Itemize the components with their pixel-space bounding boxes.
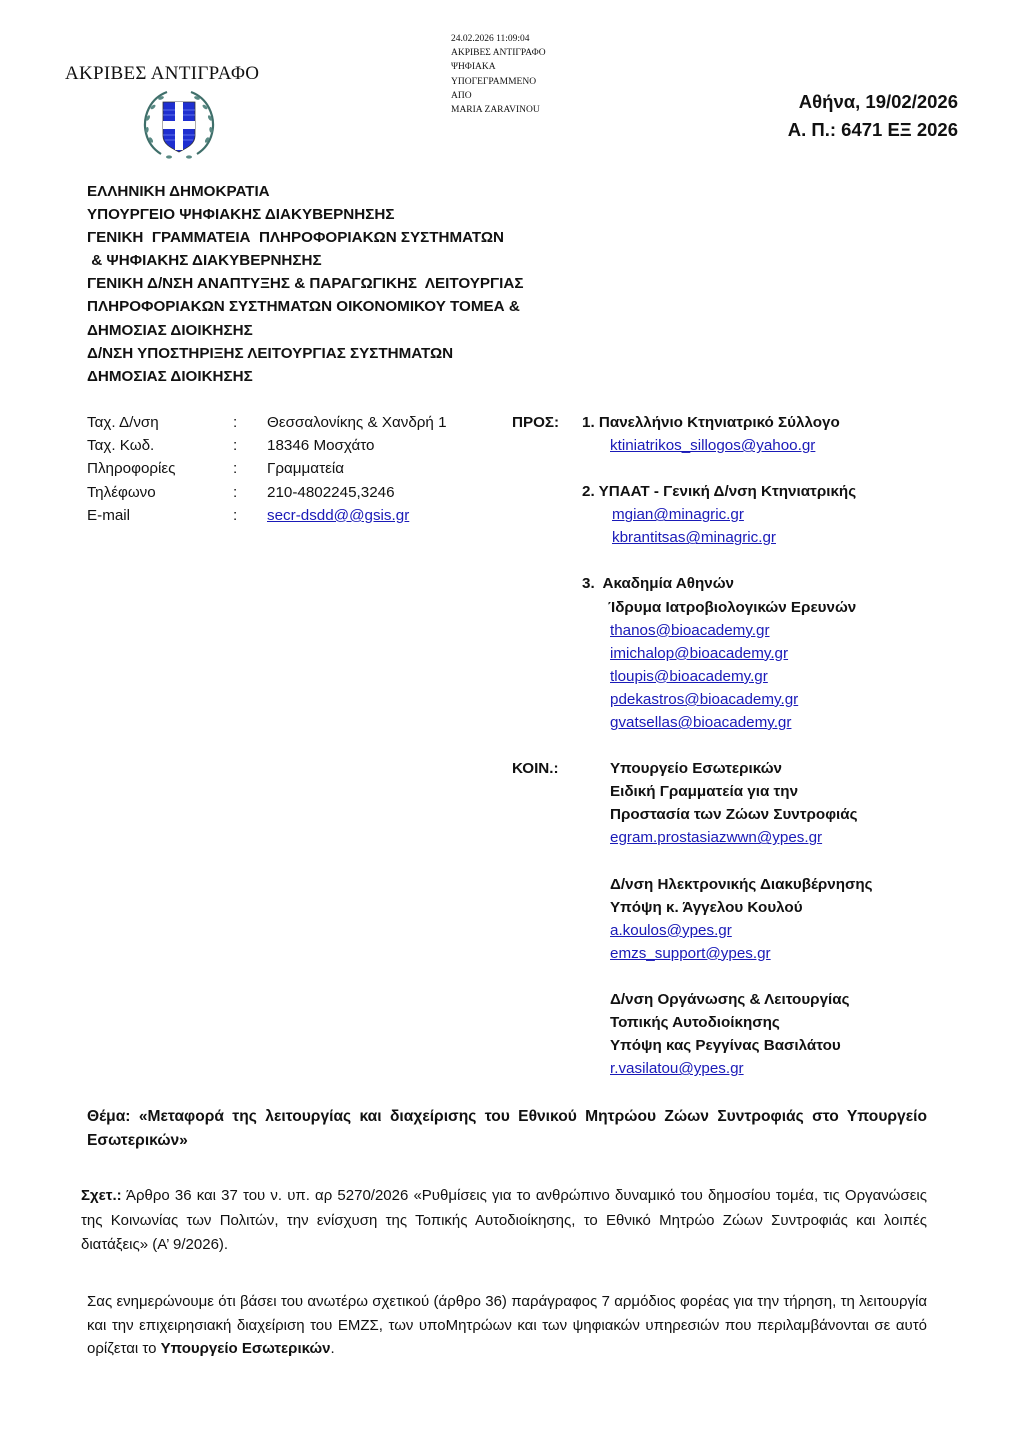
signature-line: ΑΚΡΙΒΕΣ ΑΝΤΙΓΡΑΦΟ <box>451 48 546 59</box>
copies-section <box>512 757 952 1080</box>
copy-email-link[interactable]: a.koulos@ypes.gr <box>610 921 732 939</box>
recipient-email-link[interactable]: tloupis@bioacademy.gr <box>610 667 768 685</box>
reference <box>81 1184 927 1258</box>
copy-recipient <box>610 757 952 849</box>
recipient-item <box>582 572 952 734</box>
copy-recipient-line: Δ/νση Ηλεκτρονικής Διακυβέρνησης <box>610 875 873 893</box>
recipient-email-link[interactable]: mgian@minagric.gr <box>612 506 744 524</box>
copy-recipient-line: Υπόψη κ. Άγγελου Κουλού <box>610 898 803 916</box>
recipient-email-link[interactable]: gvatsellas@bioacademy.gr <box>610 714 792 732</box>
protocol-number: Α. Π.: 6471 ΕΞ 2026 <box>787 119 958 140</box>
contact-label: Πληροφορίες <box>87 460 176 478</box>
recipients-section <box>512 411 952 734</box>
recipient-title: 2. ΥΠΑΑΤ - Γενική Δ/νση Κτηνιατρικής <box>582 483 857 501</box>
contact-separator: : <box>233 437 238 455</box>
recipient-emails <box>582 503 952 549</box>
copy-recipient-line: Ειδική Γραμματεία για την <box>610 783 799 801</box>
contact-value: 210-4802245,3246 <box>267 483 395 501</box>
copy-email-link[interactable]: emzs_support@ypes.gr <box>610 944 771 962</box>
contact-separator: : <box>233 460 238 478</box>
certified-copy-title: ΑΚΡΙΒΕΣ ΑΝΤΙΓΡΑΦΟ <box>65 63 260 84</box>
org-line: ΓΕΝΙΚΗ ΓΡΑΜΜΑΤΕΙΑ ΠΛΗΡΟΦΟΡΙΑΚΩΝ ΣΥΣΤΗΜΑΤΩΝ <box>87 229 505 247</box>
signature-line: ΥΠΟΓΕΓΡΑΜΜΕΝΟ <box>451 76 537 87</box>
body-end-punctuation: . <box>330 1340 335 1357</box>
org-line: ΔΗΜΟΣΙΑΣ ΔΙΟΙΚΗΣΗΣ <box>87 321 253 339</box>
contact-row-info <box>87 457 507 480</box>
copies-label: ΚΟΙΝ.: <box>512 760 559 778</box>
recipient-title: 1. Πανελλήνιο Κτηνιατρικό Σύλλογο <box>582 414 840 431</box>
organization-header <box>87 180 524 388</box>
contact-info <box>87 411 507 527</box>
greek-state-emblem-icon <box>139 88 219 162</box>
copy-recipient-line: Προστασία των Ζώων Συντροφιάς <box>610 806 858 824</box>
contact-row-postcode <box>87 434 507 457</box>
contact-label: Τηλέφωνο <box>87 483 156 501</box>
org-line: ΕΛΛΗΝΙΚΗ ΔΗΜΟΚΡΑΤΙΑ <box>87 183 270 200</box>
reference-label: Σχετ.: <box>81 1187 122 1204</box>
recipient-email-link[interactable]: ktiniatrikos_sillogos@yahoo.gr <box>610 437 816 455</box>
subject-label: Θέμα: <box>87 1108 131 1125</box>
copy-recipient-line: Δ/νση Οργάνωσης & Λειτουργίας <box>610 990 850 1008</box>
org-line: & ΨΗΦΙΑΚΗΣ ΔΙΑΚΥΒΕΡΝΗΣΗΣ <box>87 252 322 270</box>
copy-recipient <box>610 988 952 1080</box>
recipient-item <box>582 480 952 549</box>
contact-row-email <box>87 504 507 527</box>
copy-recipient-line: Υπόψη κας Ρεγγίνας Βασιλάτου <box>610 1037 841 1055</box>
copy-email-link[interactable]: r.vasilatou@ypes.gr <box>610 1060 744 1078</box>
signature-line: ΨΗΦΙΑΚΑ <box>451 62 496 73</box>
recipient-email-link[interactable]: pdekastros@bioacademy.gr <box>610 690 799 708</box>
contact-separator: : <box>233 414 238 431</box>
signature-line: MARIA ZARAVINOU <box>451 105 540 116</box>
contact-label: Ταχ. Δ/νση <box>87 414 159 431</box>
contact-label: Ταχ. Κωδ. <box>87 437 155 455</box>
contact-value: Γραμματεία <box>267 460 344 478</box>
copy-recipient-line: Υπουργείο Εσωτερικών <box>610 760 782 778</box>
contact-row-phone <box>87 481 507 504</box>
org-line: Δ/ΝΣΗ ΥΠΟΣΤΗΡΙΞΗΣ ΛΕΙΤΟΥΡΓΙΑΣ ΣΥΣΤΗΜΑΤΩΝ <box>87 344 454 362</box>
recipient-subtitle: Ίδρυμα Ιατροβιολογικών Ερευνών <box>608 598 857 616</box>
recipient-title: 3. Ακαδημία Αθηνών <box>582 575 734 593</box>
signature-line: ΑΠΟ <box>451 90 472 101</box>
body-bold-text: Υπουργείο Εσωτερικών <box>160 1340 331 1357</box>
copy-recipient-line: Τοπικής Αυτοδιοίκησης <box>610 1013 780 1031</box>
copy-email-link[interactable]: egram.prostasiazwwn@ypes.gr <box>610 829 823 847</box>
recipients-list <box>582 411 952 734</box>
recipient-email-link[interactable]: imichalop@bioacademy.gr <box>610 644 789 662</box>
copies-list <box>610 757 952 1080</box>
contact-separator: : <box>233 506 238 524</box>
date-protocol-block <box>788 88 958 144</box>
contact-separator: : <box>233 483 238 501</box>
org-line: ΓΕΝΙΚΗ Δ/ΝΣΗ ΑΝΑΠΤΥΞΗΣ & ΠΑΡΑΓΩΓΙΚΗΣ ΛΕΙΤΟΥΡΓΙΑΣ <box>87 275 524 293</box>
recipients-column <box>512 411 952 1080</box>
reference-text: Άρθρο 36 και 37 του ν. υπ. αρ 5270/2026 «Ρυθμίσεις για το ανθρώπινο δυναμικό του δημοσίου τομέα, τις Οργανώσεις της Κοινωνίας των Πολιτών, την ενίσχυση της Τοπικής Αυτοδιοίκησης, το Εθνικό Μητρώο Ζώων Συντροφιάς και λοιπές διατάξεις» (Α’ 9/2026). <box>81 1187 927 1253</box>
body-text: Σας ενημερώνουμε ότι βάσει του ανωτέρω σχετικού (άρθρο 36) παράγραφος 7 αρμόδιος φορέας για την τήρηση, τη λειτουργία και την επιχειρησιακή διαχείριση του ΕΜΖΣ, των υποΜητρώων και των ψηφιακών υπηρεσιών που περιλαμβάνονται σε αυτό ορίζεται το <box>87 1293 927 1357</box>
recipients-label: ΠΡΟΣ: <box>512 414 560 431</box>
org-line: ΠΛΗΡΟΦΟΡΙΑΚΩΝ ΣΥΣΤΗΜΑΤΩΝ ΟΙΚΟΝΟΜΙΚΟΥ ΤΟΜΕΑ & <box>87 298 520 316</box>
contact-email-link[interactable]: secr-dsdd@@gsis.gr <box>267 506 410 524</box>
copy-recipient <box>610 873 952 965</box>
signature-line: 24.02.2026 11:09:04 <box>451 34 530 44</box>
recipient-email-link[interactable]: thanos@bioacademy.gr <box>610 621 770 639</box>
contact-value: 18346 Μοσχάτο <box>267 437 375 455</box>
contact-label: E-mail <box>87 506 131 524</box>
contact-row-address <box>87 411 507 434</box>
recipient-emails <box>582 434 952 457</box>
org-line: ΔΗΜΟΣΙΑΣ ΔΙΟΙΚΗΣΗΣ <box>87 367 253 385</box>
place-date: Αθήνα, 19/02/2026 <box>798 91 958 112</box>
recipient-emails <box>582 619 952 734</box>
digital-signature-stamp <box>451 32 546 117</box>
subject-text: «Μεταφορά της λειτουργίας και διαχείρισης του Εθνικού Μητρώου Ζώων Συντροφιάς στο Υπουργείο Εσωτερικών» <box>87 1108 927 1149</box>
recipient-item <box>582 411 952 457</box>
recipient-email-link[interactable]: kbrantitsas@minagric.gr <box>612 529 776 547</box>
subject <box>87 1105 927 1153</box>
body-paragraph <box>87 1290 927 1361</box>
contact-value: Θεσσαλονίκης & Χανδρή 1 <box>267 414 447 431</box>
org-line: ΥΠΟΥΡΓΕΙΟ ΨΗΦΙΑΚΗΣ ΔΙΑΚΥΒΕΡΝΗΣΗΣ <box>87 206 395 224</box>
